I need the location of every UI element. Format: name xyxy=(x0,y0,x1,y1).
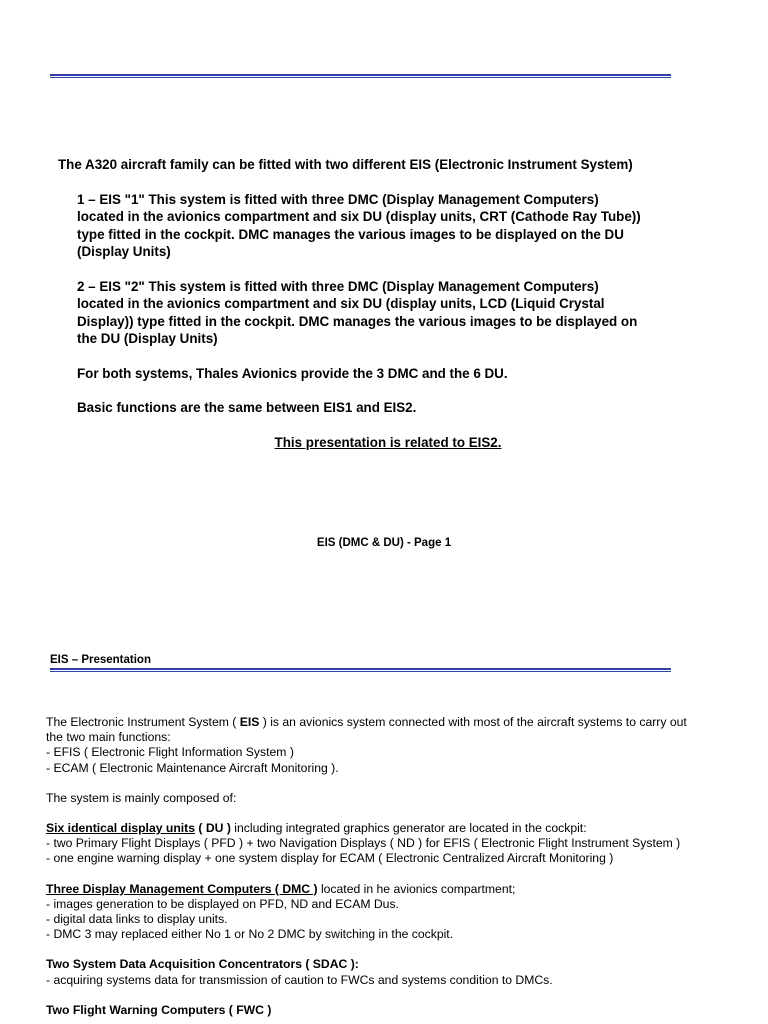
text-line: - acquiring systems data for transmission of caution to FWCs and systems condition to DMCs. xyxy=(46,972,553,987)
eis2-line: the DU (Display Units) xyxy=(77,331,218,346)
fwc-heading: Two Flight Warning Computers ( FWC ) xyxy=(46,1002,272,1017)
text-line: - digital data links to display units. xyxy=(46,912,228,927)
eis1-line: 1 – EIS "1" This system is fitted with three DMC (Display Management Computers) xyxy=(77,191,599,207)
basic-functions-line: Basic functions are the same between EIS1 and EIS2. xyxy=(77,400,417,415)
text-line: the two main functions: xyxy=(46,730,171,745)
eis2-line: Display)) type fitted in the cockpit. DMC manages the various images to be displayed on xyxy=(77,313,638,329)
eis1-line: located in the avionics compartment and six DU (display units, CRT (Cathode Ray Tube)) xyxy=(77,209,641,224)
sdac-heading: Two System Data Acquisition Concentrators ( SDAC ): xyxy=(46,957,359,972)
dmc-heading: Three Display Management Computers ( DMC ) xyxy=(46,881,318,896)
text-line: - images generation to be displayed on PFD, ND and ECAM Dus. xyxy=(46,896,399,911)
eis1-line: (Display Units) xyxy=(77,244,171,259)
page-label: EIS (DMC & DU) - Page 1 xyxy=(316,537,452,549)
du-heading: Six identical display units xyxy=(46,821,195,836)
related-line: This presentation is related to EIS2. xyxy=(274,434,502,450)
eis2-line: 2 – EIS "2" This system is fitted with three DMC (Display Management Computers) xyxy=(77,278,599,294)
text-span: including integrated graphics generator are located in the cockpit: xyxy=(230,821,587,836)
text-line: - two Primary Flight Displays ( PFD ) + two Navigation Displays ( ND ) for EFIS ( Electronic Flight Instrument System ) xyxy=(46,836,681,851)
text-line: The system is mainly composed of: xyxy=(46,790,237,805)
intro-paragraph xyxy=(46,715,736,730)
text-line: - one engine warning display + one system display for ECAM ( Electronic Centralized Aircraft Monitoring ) xyxy=(46,851,614,866)
presentation-body xyxy=(46,715,736,1018)
text-line: - EFIS ( Electronic Flight Information System ) xyxy=(46,745,294,760)
eis2-line: located in the avionics compartment and six DU (display units, LCD (Liquid Crystal xyxy=(77,296,605,311)
du-heading-line xyxy=(46,821,736,836)
text-line: - ECAM ( Electronic Maintenance Aircraft Monitoring ). xyxy=(46,760,339,775)
text-span: The Electronic Instrument System ( xyxy=(46,715,240,729)
intro-block xyxy=(58,156,718,451)
intro-line: The A320 aircraft family can be fitted with two different EIS (Electronic Instrument System) xyxy=(58,157,633,172)
eis-abbrev: EIS xyxy=(239,715,260,729)
eis1-paragraph xyxy=(58,191,718,261)
dmc-heading-line xyxy=(46,882,736,897)
section-title: EIS – Presentation xyxy=(50,654,151,666)
eis1-line: type fitted in the cockpit. DMC manages the various images to be displayed on the DU xyxy=(77,226,624,242)
text-span: ) is an avionics system connected with most of the aircraft systems to carry out xyxy=(259,715,687,729)
top-divider xyxy=(50,74,671,78)
du-abbrev: ( DU ) xyxy=(195,821,231,836)
page-navigation xyxy=(0,537,768,549)
section-divider xyxy=(50,668,671,672)
text-line: - DMC 3 may replaced either No 1 or No 2 DMC by switching in the cockpit. xyxy=(46,927,454,942)
eis2-paragraph xyxy=(58,278,718,348)
both-systems-line: For both systems, Thales Avionics provide the 3 DMC and the 6 DU. xyxy=(77,365,508,381)
text-span: located in he avionics compartment; xyxy=(317,881,516,896)
